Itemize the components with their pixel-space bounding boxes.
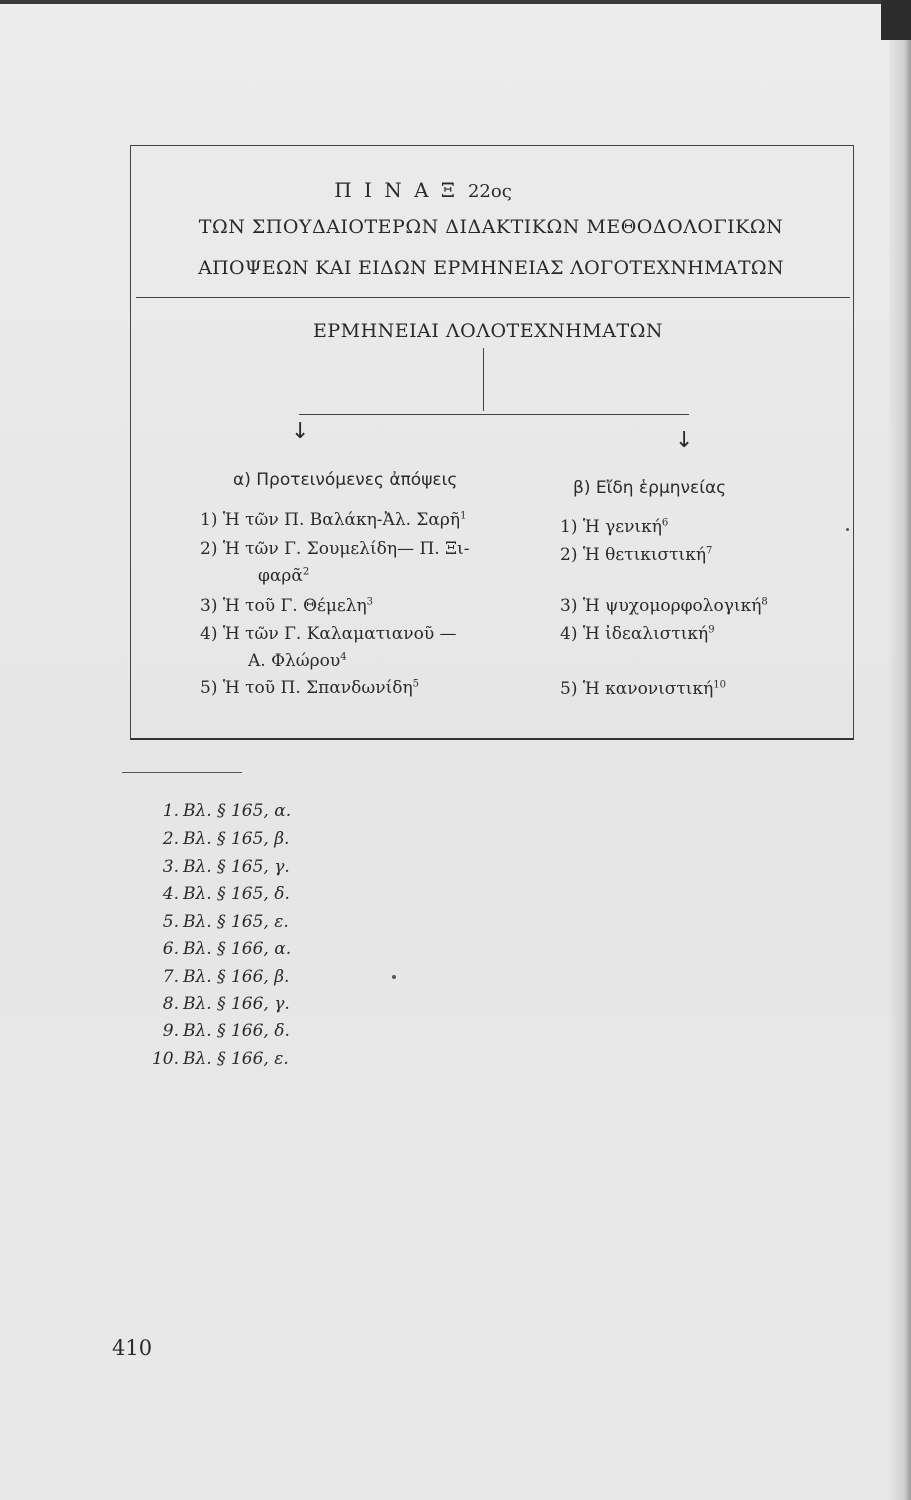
footnote-5: 5. Βλ. § 165, ε.: [162, 912, 289, 932]
footnote-3: 3. Βλ. § 165, γ.: [162, 857, 290, 877]
right-column-heading: β) Εἴδη ἑρμηνείας: [573, 478, 727, 498]
scan-edge-right: [889, 0, 911, 1500]
right-item-4: 4) Ἡ ἰδεαλιστική$^9$: [560, 624, 715, 644]
right-item-5: 5) Ἡ κανονιστική$^{10}$: [560, 679, 727, 699]
scan-speck: [846, 528, 849, 531]
right-down-arrow-icon: ↓: [675, 428, 694, 453]
left-item-4-cont: Α. Φλώρου$^4$: [248, 651, 347, 671]
scan-edge-top: [0, 0, 911, 4]
left-item-2-cont: φαρᾶ$^2$: [258, 566, 310, 586]
table-subtitle-line-1: ΤΩΝ ΣΠΟΥΔΑΙΟΤΕΡΩΝ ΔΙΔΑΚΤΙΚΩΝ ΜΕΘΟΔΟΛΟΓΙΚΩΝ: [198, 216, 784, 238]
left-item-4: 4) Ἡ τῶν Γ. Καλαματιανοῦ —: [200, 624, 457, 644]
right-item-1: 1) Ἡ γενική$^6$: [560, 517, 669, 537]
table-number: 22ος: [467, 181, 512, 202]
diagram-branch-line: [299, 414, 689, 415]
left-item-3: 3) Ἡ τοῦ Γ. Θέμελη$^3$: [200, 596, 374, 616]
footnote-1: 1. Βλ. § 165, α.: [162, 801, 292, 821]
footnote-9: 9. Βλ. § 166, δ.: [162, 1021, 290, 1041]
header-divider: [136, 297, 850, 298]
left-item-1: 1) Ἡ τῶν Π. Βαλάκη-Ἀλ. Σαρῆ$^1$: [200, 510, 467, 530]
table-subtitle-line-2: ΑΠΟΨΕΩΝ ΚΑΙ ΕΙΔΩΝ ΕΡΜΗΝΕΙΑΣ ΛΟΓΟΤΕΧΝΗΜΑΤΩΝ: [198, 257, 784, 279]
left-down-arrow-icon: ↓: [291, 419, 310, 444]
footnote-rule: [122, 772, 242, 773]
footnote-7: 7. Βλ. § 166, β.: [162, 967, 290, 987]
page-number: 410: [112, 1336, 153, 1360]
section-title: ΕΡΜΗΝΕΙΑΙ ΛΟΛΟΤΕΧΝΗΜΑΤΩΝ: [312, 320, 664, 342]
footnote-6: 6. Βλ. § 166, α.: [162, 939, 292, 959]
right-item-3: 3) Ἡ ψυχομορφολογική$^8$: [560, 596, 768, 616]
scan-speck: [392, 975, 396, 979]
left-item-2: 2) Ἡ τῶν Γ. Σουμελίδη— Π. Ξι-: [200, 539, 470, 559]
footnote-10: 10. Βλ. § 166, ε.: [151, 1049, 289, 1069]
diagram-stem-line: [483, 348, 484, 411]
left-item-5: 5) Ἡ τοῦ Π. Σπανδωνίδη$^5$: [200, 678, 420, 698]
table-title: [130, 178, 716, 202]
footnote-8: 8. Βλ. § 166, γ.: [162, 994, 290, 1014]
right-item-2: 2) Ἡ θετικιστική$^7$: [560, 545, 713, 565]
footnote-2: 2. Βλ. § 165, β.: [162, 829, 290, 849]
left-column-heading: α) Προτεινόμενες ἀπόψεις: [233, 470, 458, 490]
table-title-word: Π Ι Ν Α Ξ: [334, 178, 458, 202]
scan-corner-shadow: [881, 0, 911, 40]
footnote-4: 4. Βλ. § 165, δ.: [162, 884, 290, 904]
